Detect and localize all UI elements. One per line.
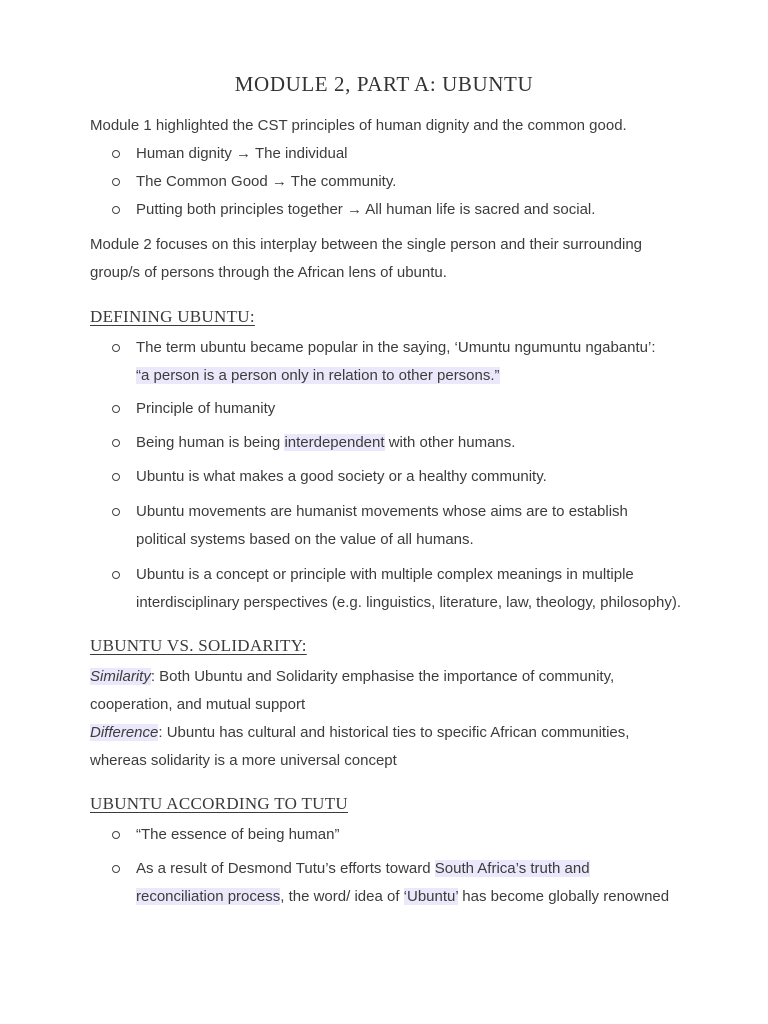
list-item: The term ubuntu became popular in the saying, ‘Umuntu ngumuntu ngabantu’: “a person is a person only in relation to other persons.” (112, 334, 682, 390)
bullet-icon (112, 508, 120, 516)
list-item: Principle of humanity (112, 395, 682, 423)
list-item: The Common Good → The community. (112, 168, 682, 196)
module2-paragraph: Module 2 focuses on this interplay between the single person and their surrounding group/s of persons through the African lens of ubuntu. (90, 236, 643, 281)
section-heading-tutu: UBUNTU ACCORDING TO TUTU (90, 794, 348, 813)
difference-paragraph: Difference: Ubuntu has cultural and historical ties to specific African communities, whereas solidarity is a more universal concept (90, 724, 630, 769)
highlighted-term: ‘Ubuntu’ (403, 888, 459, 905)
list-item: Being human is being interdependent with other humans. (112, 429, 682, 457)
section-heading-vs: UBUNTU VS. SOLIDARITY: (90, 636, 307, 655)
bullet-icon (112, 206, 120, 214)
bullet-icon (112, 865, 120, 873)
bullet-icon (112, 473, 120, 481)
intro-paragraph: Module 1 highlighted the CST principles of human dignity and the common good. (90, 117, 627, 134)
list-item: “The essence of being human” (112, 821, 682, 849)
highlighted-phrase: reconciliation process (136, 888, 281, 905)
highlighted-quote: “a person is a person only in relation to other persons.” (136, 367, 500, 384)
bullet-icon (112, 178, 120, 186)
bullet-icon (112, 405, 120, 413)
list-item: Ubuntu is a concept or principle with multiple complex meanings in multiple interdisciplinary perspectives (e.g. linguistics, literature, law, theology, philosophy). (112, 561, 682, 617)
bullet-icon (112, 150, 120, 158)
bullet-icon (112, 439, 120, 447)
similarity-label: Similarity (90, 668, 151, 685)
similarity-paragraph: Similarity: Both Ubuntu and Solidarity emphasise the importance of community, cooperation, and mutual support (90, 668, 615, 713)
bullet-icon (112, 571, 120, 579)
highlighted-term: interdependent (284, 434, 385, 451)
list-item: Ubuntu is what makes a good society or a healthy community. (112, 463, 682, 491)
list-item: Human dignity → The individual (112, 140, 682, 168)
list-item: As a result of Desmond Tutu’s efforts toward South Africa’s truth and reconciliation process, the word/ idea of ‘Ubuntu’ has become globally renowned (112, 855, 682, 911)
difference-label: Difference (90, 724, 159, 741)
page-title: MODULE 2, PART A: UBUNTU (234, 72, 534, 96)
section-heading-defining: DEFINING UBUNTU: (90, 307, 255, 326)
bullet-icon (112, 344, 120, 352)
list-item: Putting both principles together → All human life is sacred and social. (112, 196, 682, 224)
highlighted-phrase: South Africa’s truth and (434, 860, 590, 877)
bullet-icon (112, 831, 120, 839)
list-item: Ubuntu movements are humanist movements whose aims are to establish political systems based on the value of all humans. (112, 498, 682, 554)
